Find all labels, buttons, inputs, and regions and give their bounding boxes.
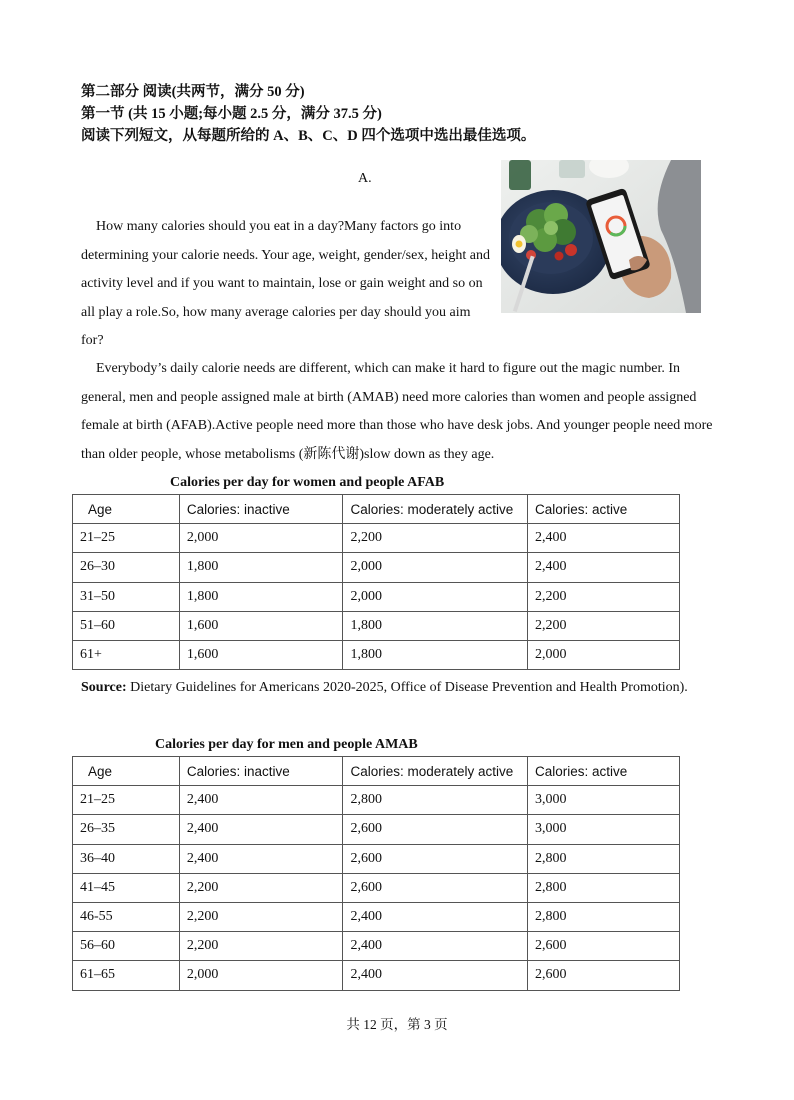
table-cell: 2,400	[179, 844, 343, 873]
table-cell: 1,800	[343, 611, 528, 640]
table-cell: 2,000	[527, 640, 679, 669]
table-cell: 2,200	[343, 524, 528, 553]
table-cell: 26–30	[73, 553, 180, 582]
table-cell: 3,000	[527, 786, 679, 815]
table-cell: 2,400	[343, 902, 528, 931]
table-cell: 2,400	[179, 786, 343, 815]
table-cell: 2,200	[179, 873, 343, 902]
header-cell: Calories: active	[527, 495, 679, 524]
table-cell: 2,200	[527, 582, 679, 611]
table-header-row	[73, 757, 680, 786]
header-cell: Calories: inactive	[179, 495, 343, 524]
table-cell: 2,400	[179, 815, 343, 844]
salad-phone-photo	[501, 160, 701, 313]
table-row	[73, 786, 680, 815]
table-cell: 2,400	[343, 932, 528, 961]
source-text: Dietary Guidelines for Americans 2020-2025, Office of Disease Prevention and Health Promotion).	[126, 680, 688, 695]
table-cell: 1,800	[179, 582, 343, 611]
table-row	[73, 640, 680, 669]
table-cell: 26–35	[73, 815, 180, 844]
header-cell: Calories: moderately active	[343, 757, 528, 786]
header-cell: Calories: inactive	[179, 757, 343, 786]
table-cell: 1,600	[179, 640, 343, 669]
table-cell: 2,800	[527, 873, 679, 902]
passage-paragraph-1: How many calories should you eat in a day?Many factors go into determining your calorie needs. Your age, weight, gender/sex, height and activity level and if you want to maintain, lose or gain weight and so on all play a role.So, how many average calories per day should you aim for?	[81, 219, 491, 348]
table-row	[73, 844, 680, 873]
source-note	[81, 674, 701, 703]
table-cell: 2,200	[527, 611, 679, 640]
table-men-title: Calories per day for men and people AMAB	[155, 737, 418, 752]
table-cell: 61+	[73, 640, 180, 669]
source-label: Source:	[81, 680, 127, 695]
table-cell: 2,600	[343, 844, 528, 873]
table-cell: 2,000	[343, 553, 528, 582]
table-cell: 61–65	[73, 961, 180, 990]
table-cell: 2,600	[527, 961, 679, 990]
table-row	[73, 524, 680, 553]
table-cell: 2,800	[343, 786, 528, 815]
table-row	[73, 582, 680, 611]
table-cell: 31–50	[73, 582, 180, 611]
passage-paragraph-2: Everybody’s daily calorie needs are different, which can make it hard to figure out the magic number. In general, men and people assigned male at birth (AMAB) need more calories than women and people assigned female at birth (AFAB).Active people need more than those who have desk jobs. And younger people need more than older people, whose metabolisms (新陈代谢)slow down as they age.	[81, 361, 713, 462]
table-row	[73, 902, 680, 931]
subsection-heading: 第一节 (共 15 小题;每小题 2.5 分，满分 37.5 分)	[81, 106, 382, 122]
table-cell: 2,800	[527, 844, 679, 873]
table-cell: 51–60	[73, 611, 180, 640]
table-cell: 3,000	[527, 815, 679, 844]
table-cell: 2,400	[343, 961, 528, 990]
table-cell: 56–60	[73, 932, 180, 961]
passage-label: A.	[358, 171, 372, 186]
table-row	[73, 553, 680, 582]
table-cell: 36–40	[73, 844, 180, 873]
table-women	[72, 494, 680, 670]
table-cell: 21–25	[73, 524, 180, 553]
table-cell: 2,000	[179, 524, 343, 553]
table-row	[73, 611, 680, 640]
table-cell: 2,400	[527, 524, 679, 553]
header-cell: Age	[73, 495, 180, 524]
page-footer: 共 12 页，第 3 页	[346, 1017, 448, 1032]
table-row	[73, 932, 680, 961]
table-cell: 2,600	[343, 815, 528, 844]
table-row	[73, 873, 680, 902]
table-cell: 2,600	[527, 932, 679, 961]
table-cell: 2,200	[179, 932, 343, 961]
table-cell: 2,800	[527, 902, 679, 931]
table-cell: 2,400	[527, 553, 679, 582]
table-cell: 1,800	[343, 640, 528, 669]
table-cell: 1,600	[179, 611, 343, 640]
table-cell: 46-55	[73, 902, 180, 931]
table-women-title: Calories per day for women and people AFAB	[170, 475, 445, 490]
instructions: 阅读下列短文，从每题所给的 A、B、C、D 四个选项中选出最佳选项。	[81, 128, 536, 144]
table-row	[73, 815, 680, 844]
table-cell: 2,000	[179, 961, 343, 990]
table-header-row	[73, 495, 680, 524]
header-cell: Calories: moderately active	[343, 495, 528, 524]
header-cell: Age	[73, 757, 180, 786]
table-cell: 21–25	[73, 786, 180, 815]
table-cell: 2,200	[179, 902, 343, 931]
table-cell: 2,000	[343, 582, 528, 611]
table-cell: 1,800	[179, 553, 343, 582]
table-cell: 2,600	[343, 873, 528, 902]
table-row	[73, 961, 680, 990]
header-cell: Calories: active	[527, 757, 679, 786]
section-heading: 第二部分 阅读(共两节，满分 50 分)	[81, 84, 305, 100]
table-men	[72, 756, 680, 991]
table-cell: 41–45	[73, 873, 180, 902]
